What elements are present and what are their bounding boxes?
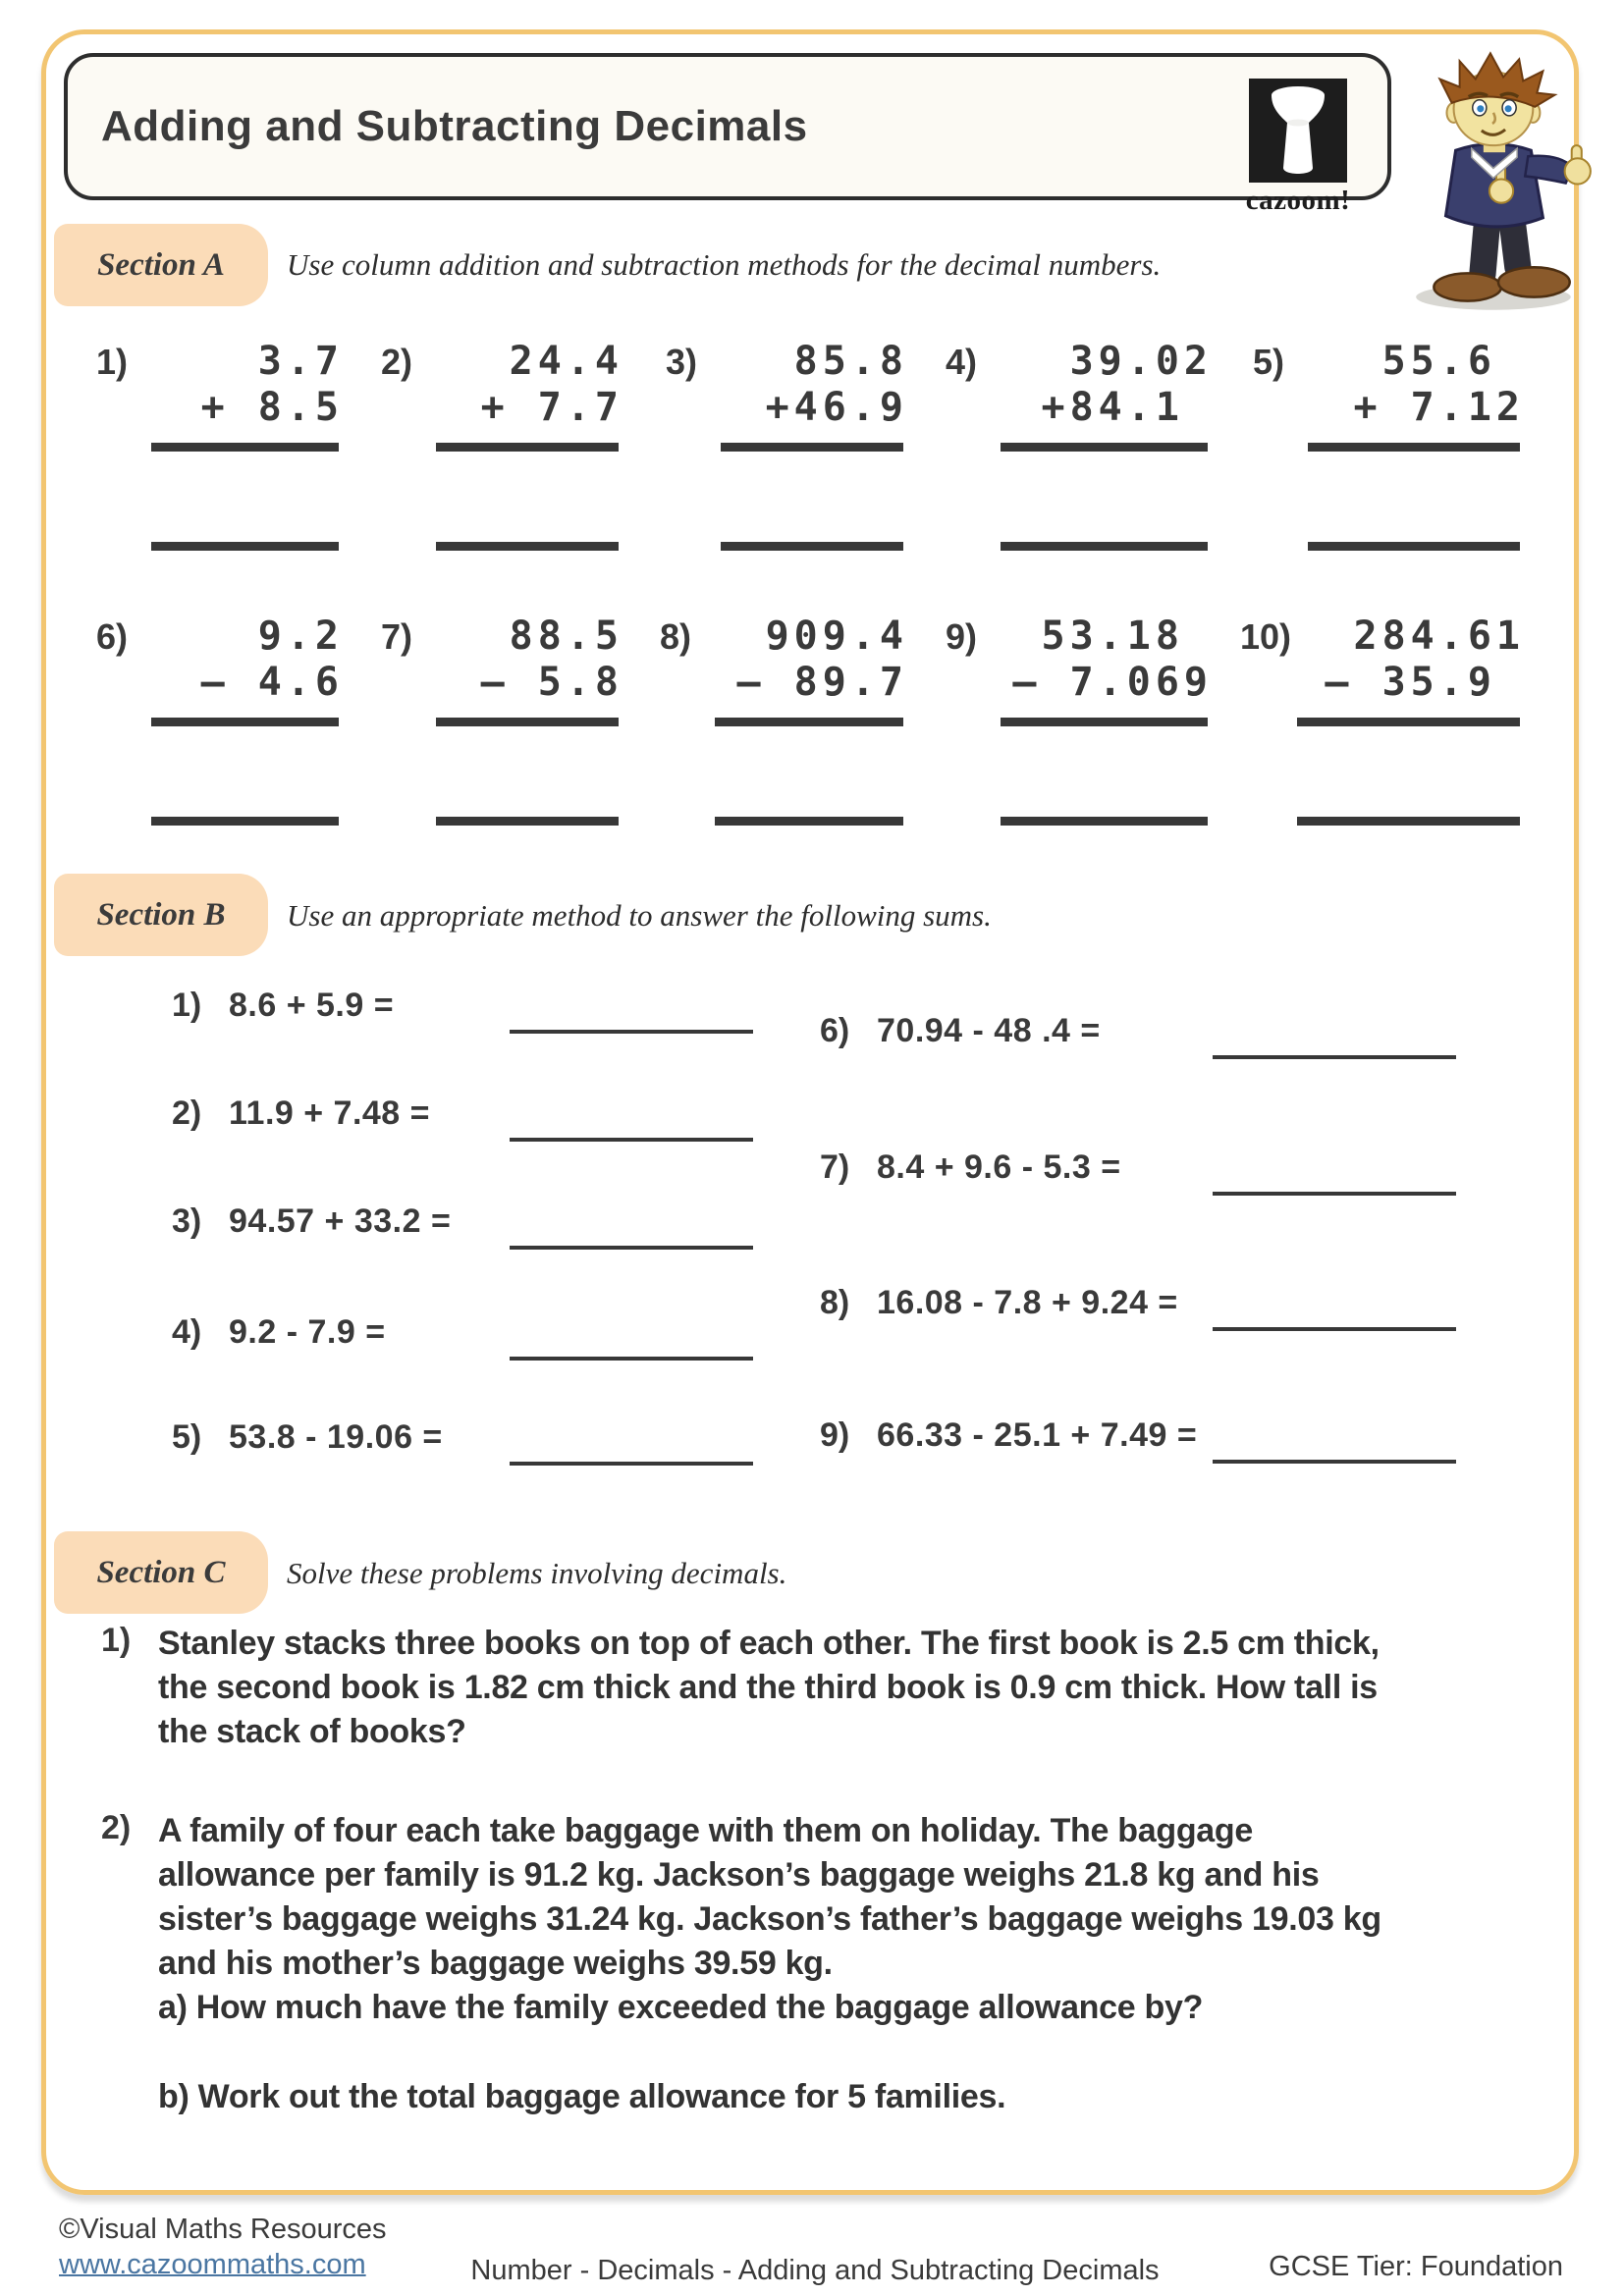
section-a-label: Section A [97,246,225,283]
section-c-label: Section C [96,1554,226,1590]
section-c-instruction: Solve these problems involving decimals. [287,1556,787,1590]
problem-number: 4) [946,342,978,382]
answer-line [510,1004,753,1034]
section-a-tab [54,224,268,306]
section-b-tab [54,874,268,956]
bottom-number: – 5.8 [480,660,623,705]
problem-number: 9) [820,1416,850,1454]
top-number: 3.7 [257,339,344,384]
sum-problem-4 [172,1313,753,1352]
sum-problem-5 [172,1418,753,1457]
footer-copyright: ©Visual Maths Resources [59,2214,387,2245]
bottom-number: – 35.9 [1325,660,1525,705]
sum-line [436,443,619,452]
top-number: 39.02 [1069,339,1213,384]
answer-line [1213,1166,1456,1196]
title-box [64,53,1391,200]
problem-number: 2) [101,1809,132,1846]
top-number: 53.18 [1041,614,1213,659]
expression: 66.33 - 25.1 + 7.49 = [877,1416,1198,1454]
bottom-number: + 7.7 [480,385,623,430]
expression: 11.9 + 7.48 = [229,1095,431,1132]
answer-line [510,1436,753,1466]
expression: 53.8 - 19.06 = [229,1418,443,1456]
top-number: 909.4 [765,614,908,659]
column-problem-10 [1240,614,1525,826]
column-problem-8 [660,614,908,826]
bottom-number: + 8.5 [200,385,344,430]
sum-problem-1 [172,987,753,1025]
footer-category: Number - Decimals - Adding and Subtracting Decimals [470,2255,1160,2286]
footer-website-link[interactable]: www.cazoommaths.com [59,2249,366,2280]
section-b-instruction: Use an appropriate method to answer the following sums. [287,898,992,933]
answer-line [1001,817,1208,826]
answer-line [151,817,339,826]
footer-tier: GCSE Tier: Foundation [1269,2251,1563,2282]
top-number: 9.2 [257,614,344,659]
sum-problem-2 [172,1095,753,1133]
problem-number: 1) [172,987,202,1024]
sum-line [436,718,619,726]
problem-line: sister’s baggage weighs 31.24 kg. Jackson’s father’s baggage weighs 19.03 kg [158,1900,1381,1938]
column-problem-7 [381,614,623,826]
bottom-number: +84.1 [1041,385,1213,430]
answer-line [151,542,339,551]
problem-number: 1) [96,342,129,382]
sum-line [715,718,903,726]
problem-text [158,1622,1380,1754]
bottom-number: – 7.069 [1012,660,1213,705]
problem-number: 2) [172,1095,202,1132]
answer-line [1213,1030,1456,1059]
answer-line [510,1220,753,1250]
problem-part-b: b) Work out the total baggage allowance for 5 families. [158,2078,1006,2115]
answer-line [1213,1302,1456,1331]
problem-part-a: a) How much have the family exceeded the baggage allowance by? [158,1989,1204,2026]
sum-problem-3 [172,1202,753,1241]
sum-problem-7 [820,1148,1456,1187]
bottom-number: +46.9 [765,385,908,430]
word-problem-2 [101,1809,1381,2119]
column-problem-5 [1253,339,1525,551]
answer-line [1297,817,1520,826]
answer-line [715,817,903,826]
answer-line [1001,542,1208,551]
answer-line [721,542,903,551]
top-number: 88.5 [509,614,623,659]
sum-line [721,443,903,452]
expression: 94.57 + 33.2 = [229,1202,452,1240]
problem-number: 5) [172,1418,202,1456]
problem-number: 8) [660,616,692,657]
column-problem-6 [96,614,344,826]
page-title: Adding and Subtracting Decimals [101,102,808,150]
column-problem-1 [96,339,344,551]
sum-line [1308,443,1520,452]
problem-number: 10) [1240,616,1292,657]
column-problem-9 [946,614,1213,826]
problem-line: and his mother’s baggage weighs 39.59 kg. [158,1945,833,1982]
sum-problem-9 [820,1416,1456,1455]
bottom-number: + 7.12 [1353,385,1525,430]
problem-number: 3) [666,342,698,382]
top-number: 24.4 [509,339,623,384]
problem-number: 3) [172,1202,202,1240]
answer-line [436,817,619,826]
bottom-number: – 4.6 [200,660,344,705]
section-b-label: Section B [96,896,226,933]
problem-line: the second book is 1.82 cm thick and the third book is 0.9 cm thick. How tall is [158,1669,1378,1706]
sum-line [151,718,339,726]
problem-text [158,1809,1381,2119]
expression: 9.2 - 7.9 = [229,1313,386,1351]
expression: 70.94 - 48 .4 = [877,1012,1101,1049]
bottom-number: – 89.7 [736,660,908,705]
column-problem-3 [666,339,908,551]
cazoom-logo [1243,79,1353,217]
problem-number: 7) [820,1148,850,1186]
drum-icon [1249,79,1347,183]
answer-line [510,1112,753,1142]
word-problem-1 [101,1622,1380,1754]
top-number: 284.61 [1353,614,1525,659]
column-problem-2 [381,339,623,551]
problem-line: Stanley stacks three books on top of each other. The first book is 2.5 cm thick, [158,1625,1380,1662]
problem-number: 1) [101,1622,132,1659]
problem-number: 5) [1253,342,1285,382]
sum-line [1297,718,1520,726]
column-problem-4 [946,339,1213,551]
answer-line [510,1331,753,1361]
problem-number: 6) [820,1012,850,1049]
answer-line [1213,1434,1456,1464]
problem-number: 2) [381,342,413,382]
expression: 16.08 - 7.8 + 9.24 = [877,1284,1178,1321]
problem-number: 4) [172,1313,202,1351]
problem-line: the stack of books? [158,1713,466,1750]
section-c-tab [54,1531,268,1614]
sum-line [151,443,339,452]
expression: 8.4 + 9.6 - 5.3 = [877,1148,1121,1186]
problem-number: 9) [946,616,978,657]
problem-number: 6) [96,616,129,657]
problem-number: 7) [381,616,413,657]
sum-problem-8 [820,1284,1456,1322]
problem-line: A family of four each take baggage with them on holiday. The baggage [158,1812,1253,1849]
expression: 8.6 + 5.9 = [229,987,395,1024]
mascot-illustration [1394,51,1602,314]
sum-line [1001,443,1208,452]
top-number: 55.6 [1381,339,1525,384]
top-number: 85.8 [793,339,908,384]
sum-problem-6 [820,1012,1456,1050]
problem-number: 8) [820,1284,850,1321]
problem-line: allowance per family is 91.2 kg. Jackson’s baggage weighs 21.8 kg and his [158,1856,1320,1894]
logo-wordmark: cazoom! [1245,185,1351,216]
section-a-instruction: Use column addition and subtraction methods for the decimal numbers. [287,247,1162,282]
answer-line [436,542,619,551]
answer-line [1308,542,1520,551]
sum-line [1001,718,1208,726]
